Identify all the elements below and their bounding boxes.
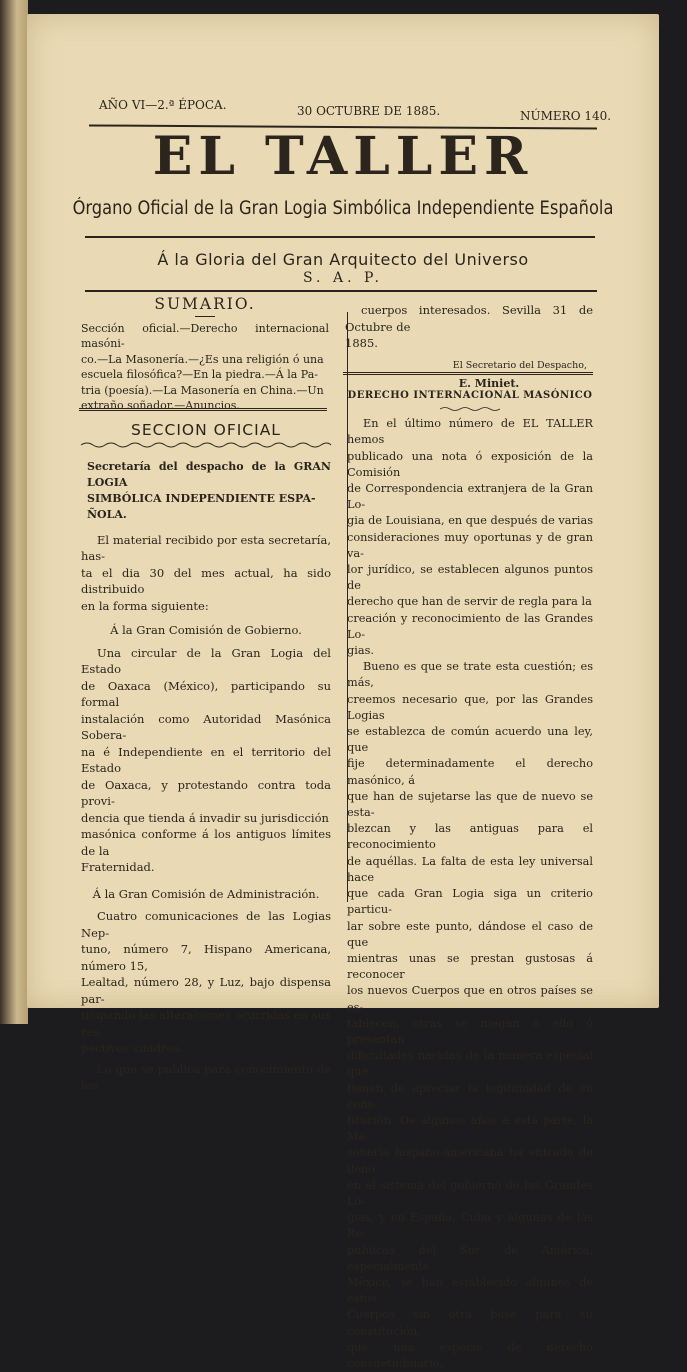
derecho-line: gias, y en España, Cuba y algunas de las Re-	[347, 1211, 593, 1241]
derecho-line: mientras unas se prestan gustosas á reconocer	[347, 951, 593, 982]
derecho-line: que una especie de derecho consuetudinario,	[347, 1340, 593, 1370]
administracion-line: Lealtad, número 28, y Luz, bajo dispensa par-	[81, 975, 331, 1006]
masthead-title: EL TALLER	[152, 126, 534, 187]
subtitle-rule	[85, 236, 595, 238]
derecho-line: derecho que han de servir de regla para la	[347, 595, 592, 609]
administracion-paragraph	[81, 908, 331, 1057]
derecho-para1	[347, 416, 593, 659]
derecho-line: de aquéllas. La falta de esta ley universal hace	[347, 854, 593, 884]
derecho-heading: DERECHO INTERNACIONAL MASÓNICO	[347, 390, 593, 401]
masthead-subtitle: Órgano Oficial de la Gran Logia Simbólica Independiente Española	[72, 198, 614, 219]
derecho-line: creemos necesario que, por las Grandes Logias	[347, 692, 593, 722]
derecho-line: En el último número de EL TALLER hemos	[347, 417, 593, 447]
intro-paragraph	[81, 532, 331, 615]
number-label: NÚMERO 140.	[520, 109, 612, 123]
derecho-line: lor jurídico, se establecen algunos puntos de	[347, 563, 593, 593]
administracion-line: Cuatro comunicaciones de las Logias Nep-	[81, 909, 331, 940]
right-column-top	[345, 302, 593, 393]
sumario-line: co.—La Masonería.—¿Es una religión ó una	[81, 352, 324, 366]
derecho-line: se establezca de común acuerdo una ley, que	[347, 725, 593, 755]
continued-line: 1885.	[345, 336, 378, 350]
gobierno-line: de Oaxaca (México), participando su formal	[81, 678, 331, 709]
sumario-line: tria (poesía).—La Masonería en China.—Un	[81, 383, 324, 397]
derecho-line: gias.	[347, 644, 374, 658]
intro-line: ta el dia 30 del mes actual, ha sido distribuido	[81, 565, 331, 596]
derecho-line: gia de Louisiana, en que después de varias	[347, 514, 594, 528]
administracion-line: ticipando las alteraciones ocurridas en sus res-	[81, 1008, 331, 1039]
derecho-ornament	[440, 406, 500, 412]
sumario-heading: SUMARIO.	[154, 295, 256, 313]
derecho-line: Bueno es que se trate esta cuestión; es más,	[347, 660, 593, 690]
derecho-line: blezcan y las antiguas para el reconocimiento	[347, 822, 593, 852]
derecho-line: lar sobre este punto, dándose el caso de que	[347, 919, 593, 949]
masthead-initials: S. A. P.	[302, 270, 384, 286]
derecho-para2	[347, 659, 593, 1372]
administracion-heading: Á la Gran Comisión de Administración.	[92, 886, 320, 901]
derecho-line: públicas del Sur de América, especialmente	[347, 1243, 593, 1273]
sumario-line: extraño soñador.—Anuncios.	[81, 399, 240, 412]
administracion-line: pectivos cuadros.	[81, 1041, 183, 1055]
derecho-line: Cuerpos sin otra base para su constitución,	[347, 1308, 593, 1338]
masthead-bottom-rule	[85, 290, 597, 292]
newspaper-page	[27, 14, 659, 1370]
signature-name: E. Miniet.	[458, 377, 520, 390]
wavy-divider	[81, 441, 331, 449]
derecho-line: fije determinadamente el derecho masónico, á	[347, 757, 593, 787]
derecho-line: los nuevos Cuerpos que en otros países se es-	[347, 984, 593, 1014]
date-label: 30 OCTUBRE DE 1885.	[297, 104, 441, 118]
seccion-oficial	[81, 422, 331, 1094]
derecho-line: que han de sujetarse las que de nuevo se esta-	[347, 789, 593, 820]
secretaria-line: SIMBÓLICA INDEPENDIENTE ESPA-	[87, 491, 316, 505]
administracion-line: tuno, número 7, Hispano Americana, número 15,	[81, 942, 331, 973]
derecho-article	[347, 388, 593, 1372]
sumario-line: Sección oficial.—Derecho internacional masóni-	[81, 321, 329, 350]
derecho-line: en el sistema del gobierno de las Grandes Lo-	[347, 1178, 593, 1208]
gobierno-line: na é Independiente en el territorio del Estado	[81, 744, 331, 775]
gobierno-line: Una circular de la Gran Logia del Estado	[81, 645, 331, 676]
derecho-line: consideraciones muy oportunas y de gran va-	[347, 530, 593, 560]
gobierno-line: dencia que tienda á invadir su jurisdicción	[81, 810, 329, 825]
gobierno-line: instalación como Autoridad Masónica Sobera-	[81, 711, 331, 742]
derecho-line: sonería hispano-americana ha entrado de lleno	[347, 1146, 593, 1176]
sumario-ornament	[195, 316, 215, 317]
gobierno-line: Fraternidad.	[81, 860, 155, 874]
signature-rule	[343, 372, 593, 375]
derecho-line: titución. De algunos años á esta parte, la Ma-	[347, 1113, 593, 1144]
derecho-line: tienen de apreciar la legitimidad de su cons-	[347, 1081, 593, 1111]
secretaria-line: ÑOLA.	[87, 507, 127, 521]
sumario-line: escuela filosófica?—En la piedra.—Á la Pa-	[81, 368, 318, 381]
derecho-line: dificultades nacidas de la manera especial que	[347, 1049, 593, 1079]
intro-line: El material recibido por esta secretaría, has-	[81, 532, 331, 563]
masthead-dedication: Á la Gloria del Gran Arquitecto del Universo	[157, 250, 529, 269]
issue-label: AÑO VI—2.ª ÉPOCA.	[99, 98, 227, 112]
gobierno-line: masónica conforme á los antiguos límites de la	[81, 827, 331, 858]
derecho-line: que cada Gran Logia siga un criterio particu-	[347, 887, 593, 917]
derecho-line: publicado una nota ó exposición de la Comisión	[347, 449, 593, 479]
intro-line: en la forma siguiente:	[81, 598, 209, 613]
seccion-oficial-heading: SECCION OFICIAL	[131, 421, 281, 439]
derecho-line: creación y reconocimiento de las Grandes Lo-	[347, 611, 593, 641]
derecho-line: México, se han establecido algunos de estos	[347, 1275, 593, 1306]
signature-title: El Secretario del Despacho,	[452, 359, 587, 371]
secretaria-heading	[81, 459, 331, 523]
book-spine	[0, 0, 28, 1024]
gobierno-line: de Oaxaca, y protestando contra toda provi-	[81, 777, 331, 808]
derecho-line: tablecen, otras se niegan á ello ó presentan	[347, 1016, 593, 1046]
sumario-rule	[79, 408, 327, 411]
derecho-line: de Correspondencia extranjera de la Gran Lo-	[347, 482, 593, 512]
sumario-text	[81, 321, 329, 414]
left-column	[81, 296, 329, 414]
closing-line: Lo que se publica para conocimiento de los	[81, 1061, 331, 1092]
gobierno-heading: Á la Gran Comisión de Gobierno.	[110, 623, 302, 637]
secretaria-line: Secretaría del despacho de la GRAN LOGIA	[87, 459, 331, 489]
continued-line: cuerpos interesados. Sevilla 31 de Octubre de	[345, 303, 593, 334]
gobierno-paragraph	[81, 645, 331, 876]
